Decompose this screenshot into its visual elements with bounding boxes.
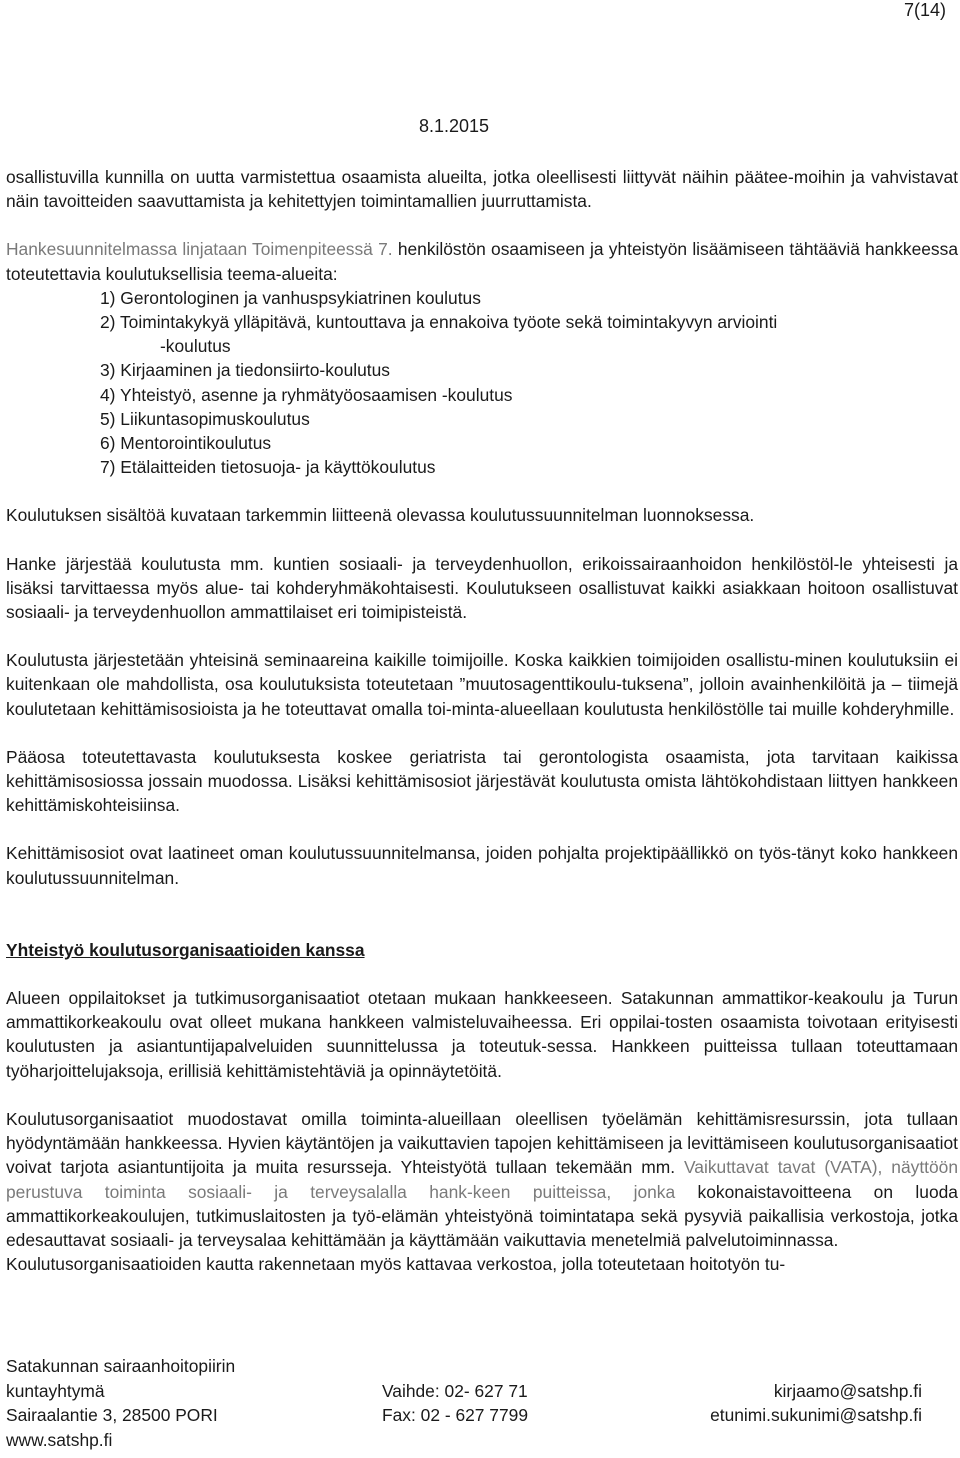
page-footer	[6, 1354, 958, 1452]
document-date: 8.1.2015	[419, 116, 490, 136]
list-item: 7) Etälaitteiden tietosuoja- ja käyttökoulutus	[100, 457, 436, 478]
list-item: 3) Kirjaaminen ja tiedonsiirto-koulutus	[100, 360, 390, 381]
paragraph-plans: Kehittämisosiot ovat laatineet oman koulutussuunnitelmansa, joiden pohjalta projektipäällikkö on työs-tänyt koko hankkeen koulutussuunnitelman.	[6, 843, 958, 888]
paragraph-organizations	[6, 1107, 958, 1252]
list-item: 4) Yhteistyö, asenne ja ryhmätyöosaamisen -koulutus	[100, 384, 513, 405]
training-topics-list	[6, 286, 958, 480]
list-item-continuation: -koulutus	[160, 336, 231, 357]
paragraph-geriatric: Pääosa toteutettavasta koulutuksesta koskee geriatrista tai gerontologista osaamista, jota tarvitaan kaikissa kehittämisosiossa jossain muodossa. Lisäksi kehittämisosiot järjestävät koulutusta omista lähtökohdistaan liittyen hankkeen kehittämiskohteisiinsa.	[6, 746, 958, 816]
vata-reference: Vaikuttavat tavat (VATA), näyttöön perustuva toiminta sosiaali- ja terveysalalla hank-keen puitteissa, jonka	[6, 1157, 958, 1202]
footer-email-pattern: etunimi.sukunimi@satshp.fi	[710, 1405, 922, 1425]
paragraph-plan	[6, 237, 958, 285]
list-item: 1) Gerontologinen ja vanhuspsykiatrinen koulutus	[100, 287, 481, 308]
footer-email-registry[interactable]: kirjaamo@satshp.fi	[773, 1380, 922, 1401]
plan-text: henkilöstön osaamiseen ja yhteistyön lisäämiseen tähtääviä hankkeessa toteutettavia koulutuksellisia teema-alueita:	[6, 239, 958, 284]
list-item: 5) Liikuntasopimuskoulutus	[100, 408, 310, 429]
section-heading: Yhteistyö koulutusorganisaatioiden kanssa	[6, 939, 365, 960]
footer-fax: Fax: 02 - 627 7799	[382, 1405, 528, 1425]
paragraph-content: Koulutuksen sisältöä kuvataan tarkemmin liitteenä olevassa koulutussuunnitelman luonnoksessa.	[6, 505, 755, 526]
footer-website[interactable]: www.satshp.fi	[6, 1429, 113, 1450]
footer-address: Sairaalantie 3, 28500 PORI	[6, 1405, 218, 1425]
paragraph-seminars: Koulutusta järjestetään yhteisinä seminaareina kaikille toimijoille. Koska kaikkien toimijoiden osallistu-minen koulutuksiin ei kuitenkaan ole mahdollista, osa koulutuksista toteutetaan ”muutosagenttikoulu-tuksena”, jolloin avainhenkilöitä ja – tiimejä koulutetaan kehittämisosioista ja he toteuttavat omalla toi-minta-alueellaan koulutusta henkilöstölle tai muille kohderyhmille.	[6, 650, 958, 719]
organizations-text: Koulutusorganisaatiot muodostavat omilla toiminta-alueillaan oleellisen työelämän kehittämisresurssin, jota tullaan hyödyntämään hankkeessa. Hyvien käytäntöjen ja vaikuttavien tapojen kehittämiseen ja levittämiseen koulutusorganisaatiot voivat tarjota asiantuntijoita ja muita resursseja. Yhteistyötä tullaan tekemään mm.	[6, 1108, 958, 1178]
paragraph-network: Koulutusorganisaatioiden kautta rakennetaan myös kattavaa verkostoa, jolla toteutetaan hoitotyön tu-	[6, 1254, 786, 1275]
footer-phone: Vaihde: 02- 627 71	[382, 1380, 528, 1401]
list-item: 6) Mentorointikoulutus	[100, 433, 272, 454]
paragraph-organizer: Hanke järjestää koulutusta mm. kuntien sosiaali- ja terveydenhuollon, erikoissairaanhoidon henkilöstöl-le yhteisesti ja lisäksi tarvittaessa myös alue- tai kohderyhmäkohtaisesti. Koulutukseen osallistuvat kaikki asiakkaan hoitoon osallistuvat sosiaali- ja terveydenhuollon ammattilaiset eri toimipisteistä.	[6, 553, 958, 623]
footer-org-name: Satakunnan sairaanhoitopiirin	[6, 1356, 236, 1376]
paragraph-intro: osallistuvilla kunnilla on uutta varmistettua osaamista alueilta, jotka oleellisesti liittyvät näihin päätee-moihin ja vahvistavat näin tavoitteiden saavuttamista ja kehitettyjen toimintamallien juurruttamista.	[6, 167, 958, 212]
paragraph-institutions: Alueen oppilaitokset ja tutkimusorganisaatiot otetaan mukaan hankkeeseen. Satakunnan ammattikor-keakoulu ja Turun ammattikorkeakoulu ovat olleet mukana hankkeen valmisteluvaiheessa. Eri oppilai-tosten osaamista toivotaan erityisesti koulutusten ja asiantuntijapalveluiden suunnittelussa ja toteutuk-sessa. Hankkeen puitteissa tullaan toteuttamaan työharjoittelujaksoja, erillisiä kehittämistehtäviä ja opinnäytetöitä.	[6, 988, 958, 1081]
page-number: 7(14)	[903, 0, 946, 20]
list-item: 2) Toimintakykyä ylläpitävä, kuntouttava ja ennakoiva työote sekä toimintakyvyn arviointi	[100, 312, 778, 333]
footer-org-type: kuntayhtymä	[6, 1380, 105, 1401]
plan-reference: Hankesuunnitelmassa linjataan Toimenpiteessä 7.	[6, 239, 393, 260]
document-body	[6, 165, 958, 1276]
organizations-text-end: kokonaistavoitteena on luoda ammattikorkeakoulujen, tutkimuslaitosten ja työ-elämän yhteistyönä toimintatapa sekä pysyviä paikallisia verkostoja, jotka edesauttavat sosiaali- ja terveysalaa kehittämään ja käyttämään vaikuttavia menetelmiä palvelutoiminnassa.	[6, 1181, 958, 1250]
